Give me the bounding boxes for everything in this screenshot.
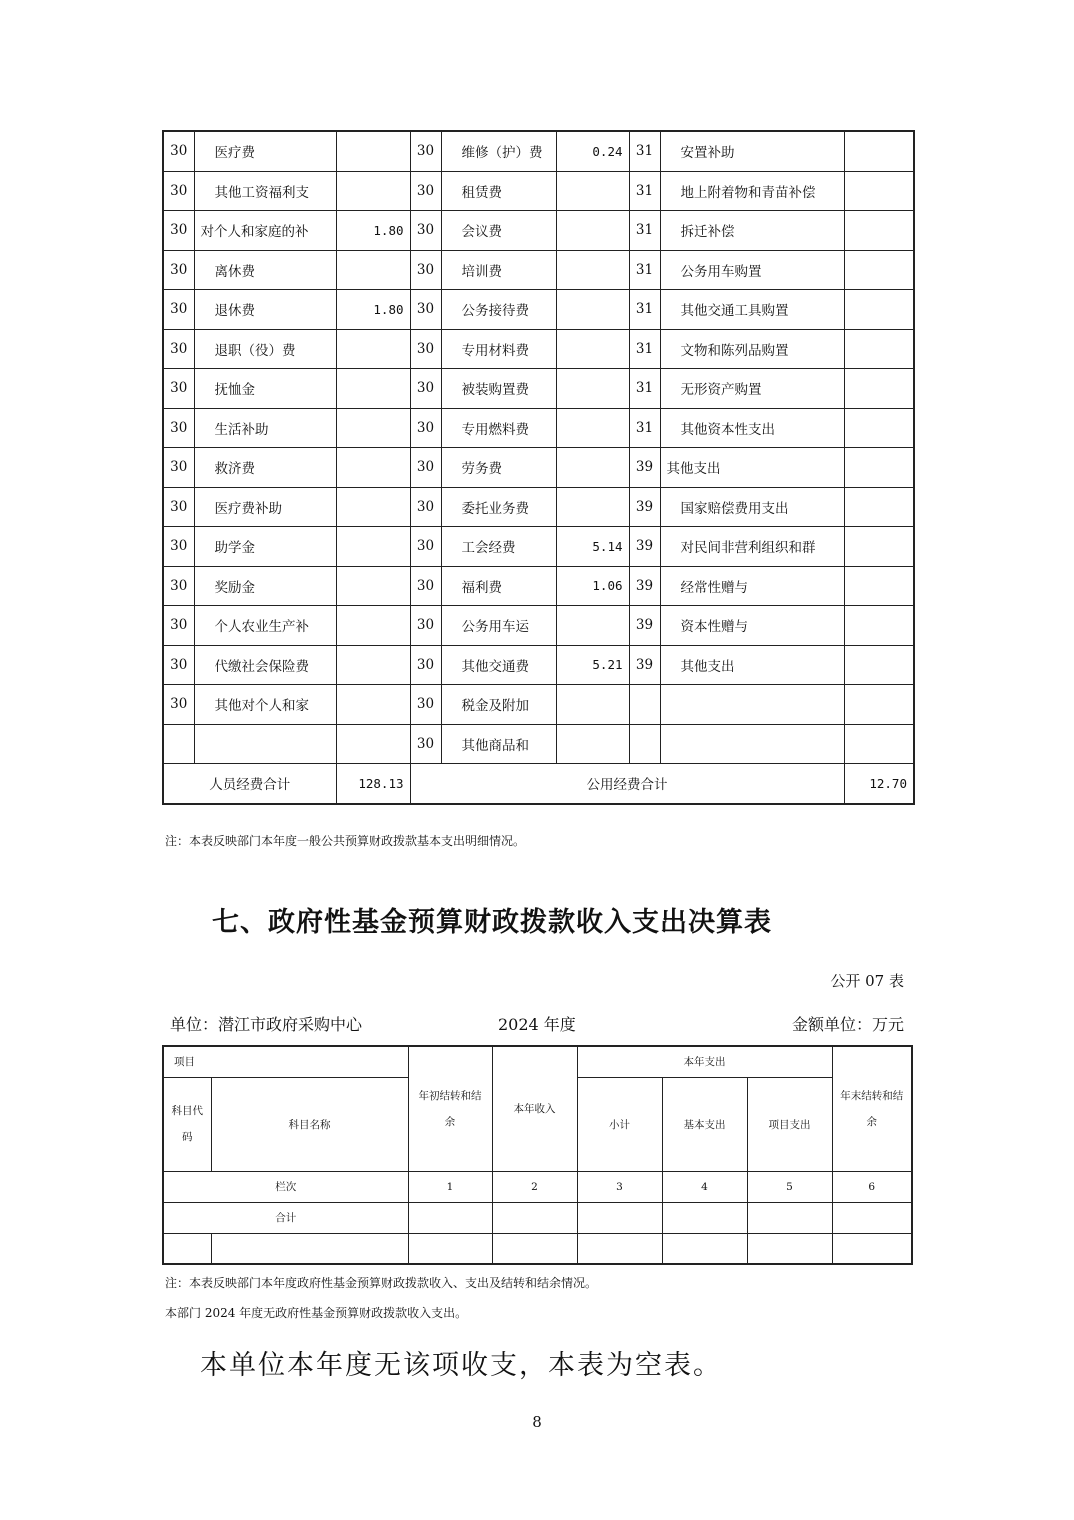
amount — [844, 369, 914, 409]
item-name: 奖励金 — [194, 566, 336, 606]
amount — [336, 606, 410, 646]
item-name: 公务接待费 — [441, 290, 556, 330]
item-name: 个人农业生产补 — [194, 606, 336, 646]
amount — [556, 606, 629, 646]
item-name: 福利费 — [441, 566, 556, 606]
amount — [556, 211, 629, 251]
amount — [556, 369, 629, 409]
table-row — [163, 211, 914, 251]
public-total-value: 12.70 — [844, 764, 914, 804]
item-name: 委托业务费 — [441, 487, 556, 527]
header-name: 科目名称 — [211, 1077, 408, 1171]
currency-unit-label: 金额单位：万元 — [791, 1015, 904, 1034]
totals-row — [163, 764, 914, 804]
amount — [336, 566, 410, 606]
amount — [336, 250, 410, 290]
amount — [844, 329, 914, 369]
table-note: 注：本表反映部门本年度一般公共预算财政拨款基本支出明细情况。 — [165, 834, 526, 848]
public-total-label: 公用经费合计 — [410, 764, 844, 804]
table-number: 公开 07 表 — [830, 972, 904, 990]
amount — [336, 171, 410, 211]
amount — [556, 724, 629, 764]
item-name: 救济费 — [194, 448, 336, 488]
header-income: 本年收入 — [492, 1046, 577, 1171]
header-code: 科目代码 — [163, 1077, 211, 1171]
cell — [211, 1233, 408, 1264]
code-cell: 30 — [410, 329, 441, 369]
table-row — [163, 685, 914, 725]
amount: 1.80 — [336, 290, 410, 330]
amount — [556, 171, 629, 211]
amount — [844, 487, 914, 527]
code-cell: 30 — [410, 645, 441, 685]
item-name: 无形资产购置 — [660, 369, 844, 409]
code-cell: 30 — [163, 645, 194, 685]
amount — [844, 724, 914, 764]
amount: 0.24 — [556, 131, 629, 171]
gov-fund-note-2: 本部门 2024 年度无政府性基金预算财政拨款收入支出。 — [165, 1306, 468, 1320]
amount: 1.06 — [556, 566, 629, 606]
item-name: 抚恤金 — [194, 369, 336, 409]
header-end-balance: 年末结转和结余 — [832, 1046, 912, 1171]
code-cell: 31 — [629, 171, 660, 211]
code-cell: 30 — [410, 250, 441, 290]
amount — [556, 487, 629, 527]
item-name: 拆迁补偿 — [660, 211, 844, 251]
item-name: 会议费 — [441, 211, 556, 251]
code-cell: 30 — [410, 724, 441, 764]
header-begin-balance: 年初结转和结余 — [408, 1046, 492, 1171]
code-cell: 31 — [629, 131, 660, 171]
code-cell: 31 — [629, 329, 660, 369]
code-cell: 30 — [163, 369, 194, 409]
cell — [408, 1202, 492, 1233]
amount — [844, 171, 914, 211]
table-row — [163, 250, 914, 290]
table-row — [163, 329, 914, 369]
amount: 5.14 — [556, 527, 629, 567]
code-cell: 31 — [629, 290, 660, 330]
code-cell: 30 — [163, 250, 194, 290]
header-basic: 基本支出 — [662, 1077, 747, 1171]
amount — [336, 527, 410, 567]
item-name: 其他支出 — [660, 448, 844, 488]
table-row — [163, 290, 914, 330]
column-index-row — [163, 1171, 912, 1202]
code-cell: 30 — [163, 487, 194, 527]
amount — [556, 329, 629, 369]
item-name: 助学金 — [194, 527, 336, 567]
item-name — [660, 685, 844, 725]
header-item: 项目 — [163, 1046, 408, 1077]
code-cell: 30 — [163, 448, 194, 488]
amount: 5.21 — [556, 645, 629, 685]
code-cell: 30 — [410, 408, 441, 448]
header-expense: 本年支出 — [577, 1046, 832, 1077]
col-index: 3 — [577, 1171, 662, 1202]
col-index: 4 — [662, 1171, 747, 1202]
cell — [832, 1202, 912, 1233]
cell — [662, 1233, 747, 1264]
section-title: 七、政府性基金预算财政拨款收入支出决算表 — [212, 907, 772, 938]
amount — [844, 645, 914, 685]
item-name: 公务用车运 — [441, 606, 556, 646]
code-cell: 30 — [163, 171, 194, 211]
code-cell: 30 — [410, 566, 441, 606]
code-cell: 30 — [163, 566, 194, 606]
amount — [844, 290, 914, 330]
item-name: 其他支出 — [660, 645, 844, 685]
amount — [336, 329, 410, 369]
code-cell: 31 — [629, 408, 660, 448]
amount — [336, 448, 410, 488]
gov-fund-note: 注：本表反映部门本年度政府性基金预算财政拨款收入、支出及结转和结余情况。 — [165, 1276, 598, 1290]
code-cell: 30 — [163, 527, 194, 567]
item-name: 医疗费 — [194, 131, 336, 171]
item-name: 被装购置费 — [441, 369, 556, 409]
code-cell: 30 — [163, 211, 194, 251]
amount — [844, 448, 914, 488]
item-name: 其他交通工具购置 — [660, 290, 844, 330]
table-row — [163, 369, 914, 409]
table-row — [163, 527, 914, 567]
amount — [844, 250, 914, 290]
code-cell: 30 — [410, 171, 441, 211]
amount — [844, 606, 914, 646]
code-cell: 30 — [163, 329, 194, 369]
code-cell — [629, 685, 660, 725]
code-cell: 39 — [629, 566, 660, 606]
item-name: 经常性赠与 — [660, 566, 844, 606]
amount — [556, 448, 629, 488]
code-cell: 30 — [410, 211, 441, 251]
item-name: 其他工资福利支 — [194, 171, 336, 211]
code-cell: 30 — [163, 606, 194, 646]
item-name — [194, 724, 336, 764]
col-index: 6 — [832, 1171, 912, 1202]
item-name: 对民间非营利组织和群 — [660, 527, 844, 567]
basic-expense-detail-table — [162, 130, 915, 805]
item-name: 其他商品和 — [441, 724, 556, 764]
amount — [336, 685, 410, 725]
year-label: 2024 年度 — [498, 1015, 576, 1034]
table-row — [163, 724, 914, 764]
code-cell: 39 — [629, 645, 660, 685]
item-name: 劳务费 — [441, 448, 556, 488]
cell — [832, 1233, 912, 1264]
amount — [556, 290, 629, 330]
item-name: 退职（役）费 — [194, 329, 336, 369]
item-name: 安置补助 — [660, 131, 844, 171]
item-name: 其他交通费 — [441, 645, 556, 685]
code-cell: 30 — [410, 131, 441, 171]
table-row — [163, 408, 914, 448]
code-cell: 30 — [410, 290, 441, 330]
item-name: 维修（护）费 — [441, 131, 556, 171]
item-name: 培训费 — [441, 250, 556, 290]
cell — [577, 1202, 662, 1233]
total-row — [163, 1202, 912, 1233]
item-name — [660, 724, 844, 764]
code-cell: 39 — [629, 487, 660, 527]
amount — [556, 408, 629, 448]
amount — [336, 724, 410, 764]
code-cell — [629, 724, 660, 764]
code-cell: 30 — [163, 685, 194, 725]
item-name: 退休费 — [194, 290, 336, 330]
code-cell: 31 — [629, 250, 660, 290]
empty-table-message: 本单位本年度无该项收支，本表为空表。 — [200, 1350, 722, 1381]
code-cell: 30 — [410, 487, 441, 527]
cell — [163, 1233, 211, 1264]
amount: 1.80 — [336, 211, 410, 251]
table-row — [163, 566, 914, 606]
amount — [556, 685, 629, 725]
item-name: 工会经费 — [441, 527, 556, 567]
amount — [336, 369, 410, 409]
code-cell — [163, 724, 194, 764]
item-name: 专用燃料费 — [441, 408, 556, 448]
amount — [844, 685, 914, 725]
amount — [336, 408, 410, 448]
item-name: 专用材料费 — [441, 329, 556, 369]
item-name: 离休费 — [194, 250, 336, 290]
gov-fund-table — [162, 1045, 913, 1265]
amount — [556, 250, 629, 290]
page-number: 8 — [532, 1413, 542, 1431]
code-cell: 39 — [629, 527, 660, 567]
item-name: 租赁费 — [441, 171, 556, 211]
code-cell: 30 — [410, 527, 441, 567]
cell — [408, 1233, 492, 1264]
col-index: 2 — [492, 1171, 577, 1202]
code-cell: 30 — [163, 408, 194, 448]
table-row — [163, 645, 914, 685]
amount — [844, 131, 914, 171]
amount — [336, 645, 410, 685]
code-cell: 39 — [629, 448, 660, 488]
code-cell: 31 — [629, 211, 660, 251]
table-row — [163, 131, 914, 171]
col-index: 1 — [408, 1171, 492, 1202]
item-name: 其他对个人和家 — [194, 685, 336, 725]
table-row — [163, 171, 914, 211]
code-cell: 30 — [410, 369, 441, 409]
amount — [844, 566, 914, 606]
item-name: 医疗费补助 — [194, 487, 336, 527]
item-name: 代缴社会保险费 — [194, 645, 336, 685]
item-name: 文物和陈列品购置 — [660, 329, 844, 369]
item-name: 资本性赠与 — [660, 606, 844, 646]
empty-row — [163, 1233, 912, 1264]
table-row — [163, 606, 914, 646]
code-cell: 30 — [163, 290, 194, 330]
header-project: 项目支出 — [747, 1077, 832, 1171]
item-name: 税金及附加 — [441, 685, 556, 725]
item-name: 其他资本性支出 — [660, 408, 844, 448]
item-name: 国家赔偿费用支出 — [660, 487, 844, 527]
amount — [844, 527, 914, 567]
col-index-label: 栏次 — [163, 1171, 408, 1202]
header-subtotal: 小计 — [577, 1077, 662, 1171]
item-name: 对个人和家庭的补 — [194, 211, 336, 251]
cell — [577, 1233, 662, 1264]
col-index: 5 — [747, 1171, 832, 1202]
item-name: 公务用车购置 — [660, 250, 844, 290]
item-name: 地上附着物和青苗补偿 — [660, 171, 844, 211]
amount — [336, 487, 410, 527]
code-cell: 30 — [410, 606, 441, 646]
unit-label: 单位：潜江市政府采购中心 — [170, 1015, 363, 1034]
code-cell: 30 — [163, 131, 194, 171]
code-cell: 30 — [410, 448, 441, 488]
cell — [662, 1202, 747, 1233]
code-cell: 31 — [629, 369, 660, 409]
personnel-total-label: 人员经费合计 — [163, 764, 336, 804]
cell — [492, 1202, 577, 1233]
amount — [844, 408, 914, 448]
amount — [844, 211, 914, 251]
personnel-total-value: 128.13 — [336, 764, 410, 804]
item-name: 生活补助 — [194, 408, 336, 448]
code-cell: 39 — [629, 606, 660, 646]
cell — [747, 1233, 832, 1264]
table-row — [163, 487, 914, 527]
table-row — [163, 448, 914, 488]
cell — [747, 1202, 832, 1233]
total-label: 合计 — [163, 1202, 408, 1233]
amount — [336, 131, 410, 171]
code-cell: 30 — [410, 685, 441, 725]
cell — [492, 1233, 577, 1264]
